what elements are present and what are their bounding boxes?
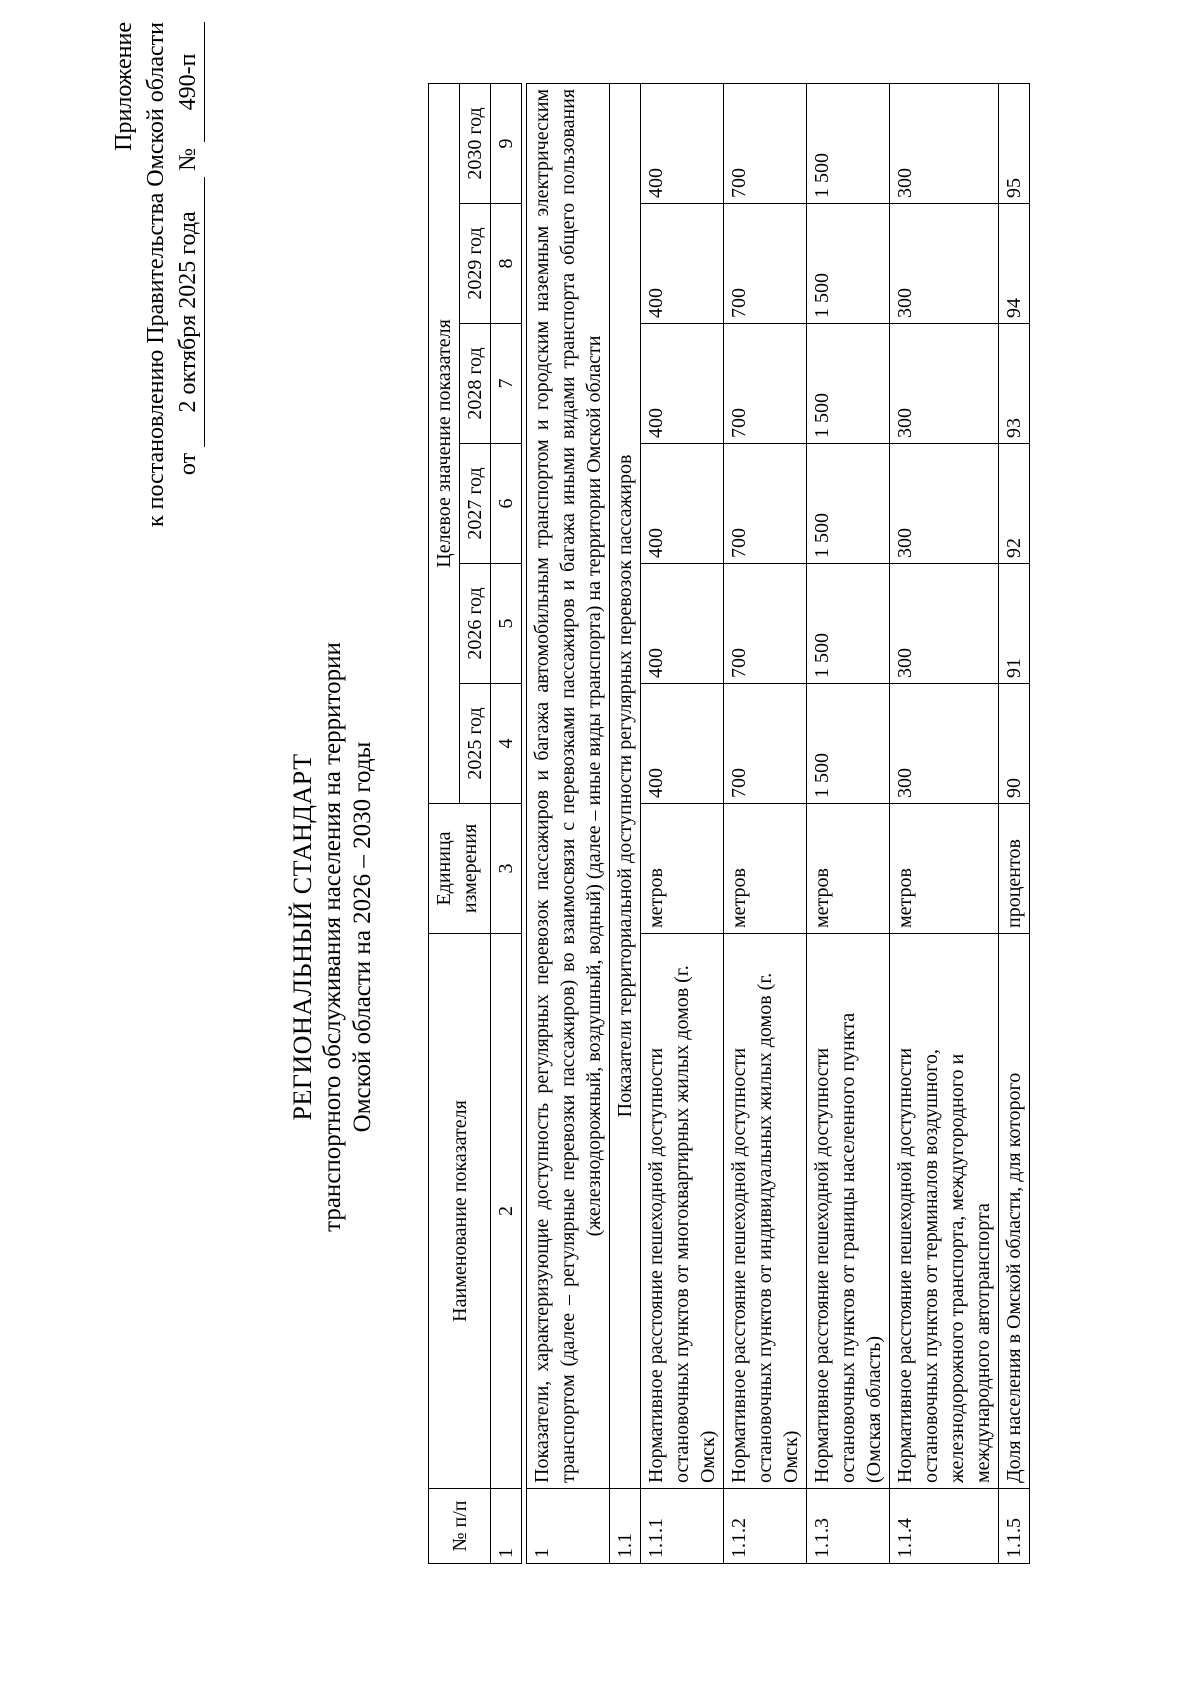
title-main: РЕГИОНАЛЬНЫЙ СТАНДАРТ [288, 753, 317, 1121]
number-label: № [175, 148, 201, 171]
row-unit: метров [807, 804, 890, 934]
row-unit: процентов [999, 804, 1030, 934]
appendix-date-number [172, 22, 205, 622]
header-year: 2026 год [460, 564, 491, 684]
row-value: 300 [890, 684, 999, 804]
row-name: Нормативное расстояние пешеходной доступности остановочных пунктов от многоквартирных жилых домов (г. Омск) [641, 934, 724, 1489]
col-number: 1 [491, 1489, 522, 1564]
header-name: Наименование показателя [429, 934, 491, 1489]
header-year: 2029 год [460, 204, 491, 324]
col-number: 3 [491, 804, 522, 934]
row-value: 700 [724, 204, 807, 324]
col-number: 9 [491, 83, 522, 203]
appendix-subtitle: к постановлению Правительства Омской области [143, 22, 169, 528]
from-label: от [175, 452, 201, 476]
header-year: 2025 год [460, 684, 491, 804]
col-number: 6 [491, 444, 522, 564]
row-value: 300 [890, 204, 999, 324]
row-num: 1.1.4 [890, 1489, 999, 1564]
appendix-title: Приложение [111, 22, 137, 151]
row-value: 400 [641, 444, 724, 564]
row-value: 1 500 [807, 324, 890, 444]
row-value: 1 500 [807, 564, 890, 684]
row-value: 90 [999, 684, 1030, 804]
title-line-3: Омской области на 2026 – 2030 годы [349, 741, 376, 1133]
table-row [724, 83, 807, 1563]
row-unit: метров [890, 804, 999, 934]
row-value: 400 [641, 684, 724, 804]
table-row [807, 83, 890, 1563]
col-number: 5 [491, 564, 522, 684]
row-value: 700 [724, 444, 807, 564]
row-value: 700 [724, 83, 807, 203]
row-value: 91 [999, 564, 1030, 684]
row-name: Нормативное расстояние пешеходной доступности остановочных пунктов от терминалов воздушного, железнодорожного транспорта, междугородного и международного автотранспорта [890, 934, 999, 1489]
section-1-1-text: Показатели территориальной доступности регулярных перевозок пассажиров [610, 83, 641, 1488]
row-value: 1 500 [807, 83, 890, 203]
col-number: 7 [491, 324, 522, 444]
title-line-2: транспортного обслуживания населения на территории [319, 642, 346, 1232]
row-value: 300 [890, 564, 999, 684]
header-year: 2028 год [460, 324, 491, 444]
decree-number: 490-п [172, 22, 205, 142]
row-name: Нормативное расстояние пешеходной доступности остановочных пунктов от границы населенного пункта (Омская область) [807, 934, 890, 1489]
section-1-row [527, 83, 610, 1563]
row-value: 300 [890, 324, 999, 444]
row-value: 300 [890, 83, 999, 203]
section-1-1-num: 1.1 [610, 1489, 641, 1564]
decree-date: 2 октября 2025 года [172, 177, 205, 447]
header-row-1 [429, 83, 460, 1563]
table-row [890, 83, 999, 1563]
row-name: Нормативное расстояние пешеходной доступности остановочных пунктов от индивидуальных жилых домов (г. Омск) [724, 934, 807, 1489]
table-row [999, 83, 1030, 1563]
row-value: 700 [724, 564, 807, 684]
header-year: 2027 год [460, 444, 491, 564]
header-num: № п/п [429, 1489, 491, 1564]
row-value: 700 [724, 684, 807, 804]
appendix-header [108, 22, 205, 622]
col-number: 8 [491, 204, 522, 324]
document-title [288, 637, 378, 1237]
col-number: 4 [491, 684, 522, 804]
row-unit: метров [641, 804, 724, 934]
row-value: 1 500 [807, 204, 890, 324]
row-value: 400 [641, 83, 724, 203]
row-value: 92 [999, 444, 1030, 564]
row-value: 93 [999, 324, 1030, 444]
row-value: 300 [890, 444, 999, 564]
standard-table [428, 83, 1030, 1564]
column-number-row [491, 83, 522, 1563]
row-value: 94 [999, 204, 1030, 324]
section-1-1-row [610, 83, 641, 1563]
section-1-num: 1 [527, 1489, 610, 1564]
header-unit: Единица измерения [429, 804, 491, 934]
row-value: 700 [724, 324, 807, 444]
row-value: 95 [999, 83, 1030, 203]
row-value: 400 [641, 204, 724, 324]
row-value: 400 [641, 324, 724, 444]
row-name: Доля населения в Омской области, для которого [999, 934, 1030, 1489]
row-value: 1 500 [807, 444, 890, 564]
row-unit: метров [724, 804, 807, 934]
row-value: 1 500 [807, 684, 890, 804]
row-num: 1.1.2 [724, 1489, 807, 1564]
header-target: Целевое значение показателя [429, 83, 460, 803]
col-number: 2 [491, 934, 522, 1489]
header-year: 2030 год [460, 83, 491, 203]
row-num: 1.1.3 [807, 1489, 890, 1564]
table-row [641, 83, 724, 1563]
section-1-text: Показатели, характеризующие доступность регулярных перевозок пассажиров и багажа автомобильным транспортом и городским наземным электрическим транспортом (далее – регулярные перевозки пассажиров) во взаимосвязи с перевозками пассажиров и багажа иными видами транспорта общего пользования (железнодорожный, воздушный, водный) (далее – иные виды транспорта) на территории Омской области [527, 83, 610, 1488]
row-num: 1.1.1 [641, 1489, 724, 1564]
row-num: 1.1.5 [999, 1489, 1030, 1564]
row-value: 400 [641, 564, 724, 684]
